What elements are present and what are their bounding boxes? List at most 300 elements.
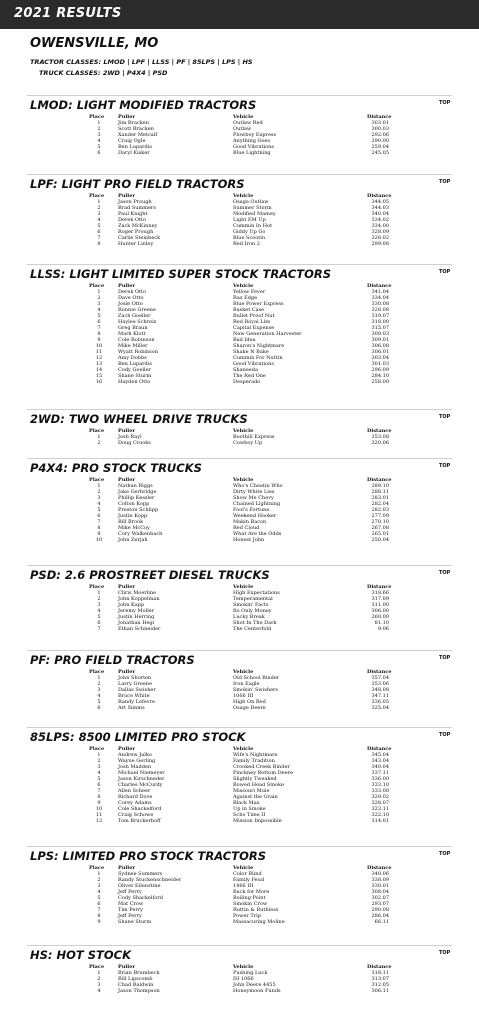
puller-cell: Mike McCoy xyxy=(118,525,150,531)
puller-cell: Oliver Eilenstine xyxy=(118,883,161,889)
vehicle-cell: Missouri Mule xyxy=(233,788,270,794)
place-cell: 10 xyxy=(95,343,103,349)
vehicle-cell: Shaneeda xyxy=(233,367,258,373)
distance-cell: 270.10 xyxy=(371,519,389,525)
column-header-vehicle: Vehicle xyxy=(233,669,254,675)
puller-cell: Josh Rayl xyxy=(118,434,142,440)
distance-cell: 292.06 xyxy=(371,132,389,138)
vehicle-cell: Shot In The Dark xyxy=(233,620,277,626)
place-cell: 1 xyxy=(97,120,101,126)
vehicle-cell: Color Blind xyxy=(233,871,262,877)
puller-cell: Brad Summers xyxy=(118,205,156,211)
place-cell: 6 xyxy=(97,229,101,235)
column-header-distance: Distance xyxy=(367,746,392,752)
place-cell: 4 xyxy=(97,608,101,614)
puller-cell: Ben Lupardis xyxy=(118,144,152,150)
puller-cell: Shane Sturm xyxy=(118,373,152,379)
distance-cell: 328.07 xyxy=(371,800,389,806)
vehicle-cell: Light EM Up xyxy=(233,217,266,223)
vehicle-cell: Anything Goes xyxy=(233,138,271,144)
puller-cell: Jeremy Moller xyxy=(118,608,155,614)
distance-cell: 344.05 xyxy=(371,199,389,205)
distance-cell: 340.06 xyxy=(371,871,389,877)
place-cell: 8 xyxy=(97,331,101,337)
back-to-top-link[interactable]: TOP xyxy=(439,851,451,857)
distance-cell: 341.04 xyxy=(371,289,389,295)
place-cell: 3 xyxy=(97,211,101,217)
puller-cell: Mark Klott xyxy=(118,331,146,337)
distance-cell: 283.01 xyxy=(371,495,389,501)
puller-cell: Jim Bracken xyxy=(118,120,149,126)
vehicle-cell: Its Only Money xyxy=(233,608,272,614)
distance-cell: 309.03 xyxy=(371,331,389,337)
vehicle-cell: Pushing Luck xyxy=(233,970,268,976)
puller-cell: Cole Robinson xyxy=(118,337,155,343)
section-divider xyxy=(27,565,452,566)
distance-cell: 258.00 xyxy=(371,379,389,385)
back-to-top-link[interactable]: TOP xyxy=(439,414,451,420)
vehicle-cell: Osage Outlaw xyxy=(233,199,269,205)
vehicle-cell: Summer Storm xyxy=(233,205,272,211)
vehicle-cell: 1066 III xyxy=(233,693,254,699)
vehicle-cell: IH 1066 xyxy=(233,976,254,982)
vehicle-cell: Chained Lightning xyxy=(233,501,281,507)
distance-cell: 353.08 xyxy=(371,434,389,440)
place-cell: 9 xyxy=(97,919,101,925)
distance-cell: 343.04 xyxy=(371,758,389,764)
place-cell: 6 xyxy=(97,150,101,156)
vehicle-cell: Bowed Head Smoke xyxy=(233,782,284,788)
place-cell: 11 xyxy=(95,349,103,355)
column-header-puller: Puller xyxy=(118,746,136,752)
truck-classes-list: 2WD | P4X4 | PSD xyxy=(102,69,168,77)
puller-cell: Scott Bracken xyxy=(118,126,154,132)
distance-cell: 318.11 xyxy=(371,970,389,976)
distance-cell: 306.00 xyxy=(371,608,389,614)
column-header-distance: Distance xyxy=(367,193,392,199)
vehicle-cell: Yellow Fever xyxy=(233,289,266,295)
distance-cell: 301.03 xyxy=(371,361,389,367)
distance-cell: 312.05 xyxy=(371,982,389,988)
puller-cell: Jason Kirschneder xyxy=(118,776,165,782)
vehicle-cell: Honeymoon Funds xyxy=(233,988,281,994)
puller-cell: Dave Otto xyxy=(118,295,144,301)
puller-cell: Josie Otto xyxy=(118,301,143,307)
column-header-vehicle: Vehicle xyxy=(233,584,254,590)
distance-cell: 318.66 xyxy=(371,590,389,596)
column-header-place: Place xyxy=(89,584,105,590)
place-cell: 15 xyxy=(95,373,103,379)
distance-cell: 259.04 xyxy=(371,144,389,150)
section-title: LLSS: LIGHT LIMITED SUPER STOCK TRACTORS xyxy=(30,267,331,281)
vehicle-cell: Red Iron 2 xyxy=(233,241,260,247)
vehicle-cell: Iron Eagle xyxy=(233,681,260,687)
column-header-puller: Puller xyxy=(118,865,136,871)
place-cell: 5 xyxy=(97,699,101,705)
column-header-distance: Distance xyxy=(367,584,392,590)
distance-cell: 315.07 xyxy=(371,325,389,331)
puller-cell: Charles McCurdy xyxy=(118,782,163,788)
vehicle-cell: Pinckney Bottom Deere xyxy=(233,770,293,776)
column-header-puller: Puller xyxy=(118,283,136,289)
puller-cell: Greg Braun xyxy=(118,325,148,331)
vehicle-cell: Boothill Express xyxy=(233,434,275,440)
place-cell: 8 xyxy=(97,794,101,800)
column-header-distance: Distance xyxy=(367,669,392,675)
vehicle-cell: Back for More xyxy=(233,889,270,895)
place-cell: 7 xyxy=(97,788,101,794)
place-cell: 13 xyxy=(95,361,103,367)
place-cell: 5 xyxy=(97,614,101,620)
distance-cell: 313.07 xyxy=(371,976,389,982)
puller-cell: Mike Miller xyxy=(118,343,148,349)
vehicle-cell: Lucky Break xyxy=(233,614,265,620)
column-header-vehicle: Vehicle xyxy=(233,865,254,871)
distance-cell: 325.04 xyxy=(371,705,389,711)
puller-cell: Randy Stuckenschneider xyxy=(118,877,182,883)
distance-cell: 328.09 xyxy=(371,229,389,235)
truck-classes-line xyxy=(30,69,167,77)
vehicle-cell: Cummin In Hot xyxy=(233,223,273,229)
puller-cell: Andrew Jalko xyxy=(118,752,152,758)
distance-cell: 330.01 xyxy=(371,883,389,889)
vehicle-cell: High On Red xyxy=(233,699,266,705)
results-table xyxy=(0,283,479,385)
vehicle-cell: Blue Scootin xyxy=(233,235,266,241)
vehicle-cell: Who's Cheatin Who xyxy=(233,483,283,489)
distance-cell: 340.04 xyxy=(371,211,389,217)
place-cell: 4 xyxy=(97,501,101,507)
puller-cell: Zach Goeller xyxy=(118,313,151,319)
vehicle-cell: Plowboy Express xyxy=(233,132,277,138)
vehicle-cell: John Deere 4455 xyxy=(233,982,276,988)
puller-cell: Wayne Gerling xyxy=(118,758,156,764)
place-cell: 6 xyxy=(97,901,101,907)
distance-cell: 288.11 xyxy=(371,489,389,495)
puller-cell: Craig Schowe xyxy=(118,812,154,818)
place-cell: 2 xyxy=(97,681,101,687)
place-cell: 3 xyxy=(97,301,101,307)
place-cell: 12 xyxy=(95,355,103,361)
table-row xyxy=(0,379,479,385)
puller-cell: Ronnie Greene xyxy=(118,307,156,313)
column-header-puller: Puller xyxy=(118,669,136,675)
banner-title: 2021 RESULTS xyxy=(14,6,122,21)
back-to-top-link[interactable]: TOP xyxy=(439,179,451,185)
puller-cell: Allen Scheer xyxy=(118,788,151,794)
distance-cell: 267.08 xyxy=(371,525,389,531)
distance-cell: 337.11 xyxy=(371,770,389,776)
vehicle-cell: Cummin For Nuttin xyxy=(233,355,283,361)
distance-cell: 314.01 xyxy=(371,818,389,824)
place-cell: 4 xyxy=(97,770,101,776)
puller-cell: Jason Thompson xyxy=(118,988,160,994)
vehicle-cell: Good Vibrations xyxy=(233,361,274,367)
vehicle-cell: Cowboy Up xyxy=(233,440,263,446)
results-table xyxy=(0,964,479,994)
place-cell: 4 xyxy=(97,988,101,994)
distance-cell: 338.09 xyxy=(371,877,389,883)
distance-cell: 320.06 xyxy=(371,440,389,446)
place-cell: 5 xyxy=(97,776,101,782)
puller-cell: John Zerjah xyxy=(118,537,148,543)
place-cell: 3 xyxy=(97,602,101,608)
puller-cell: Justin Kopp xyxy=(118,513,148,519)
distance-cell: 306.01 xyxy=(371,349,389,355)
column-header-vehicle: Vehicle xyxy=(233,193,254,199)
puller-cell: Dallas Swisher xyxy=(118,687,156,693)
place-cell: 2 xyxy=(97,489,101,495)
place-cell: 4 xyxy=(97,693,101,699)
table-row xyxy=(0,537,479,543)
distance-cell: 284.10 xyxy=(371,373,389,379)
back-to-top-link[interactable]: TOP xyxy=(439,463,451,469)
place-cell: 5 xyxy=(97,895,101,901)
vehicle-cell: Old School Binder xyxy=(233,675,280,681)
column-header-distance: Distance xyxy=(367,865,392,871)
distance-cell: 328.08 xyxy=(371,307,389,313)
distance-cell: 353.06 xyxy=(371,681,389,687)
distance-cell: 303.04 xyxy=(371,355,389,361)
vehicle-cell: Makin Bacon xyxy=(233,519,267,525)
puller-cell: Hunter Linley xyxy=(118,241,154,247)
vehicle-cell: Massacuring Moline xyxy=(233,919,285,925)
place-cell: 3 xyxy=(97,132,101,138)
puller-cell: Carlie Steinbeck xyxy=(118,235,161,241)
place-cell: 6 xyxy=(97,513,101,519)
puller-cell: Roger Prough xyxy=(118,229,154,235)
distance-cell: 296.09 xyxy=(371,367,389,373)
section-divider xyxy=(27,945,452,946)
vehicle-cell: Osage Deere xyxy=(233,705,266,711)
distance-cell: 286.04 xyxy=(371,913,389,919)
section-title: P4X4: PRO STOCK TRUCKS xyxy=(30,461,202,475)
place-cell: 1 xyxy=(97,199,101,205)
distance-cell: 330.08 xyxy=(371,301,389,307)
place-cell: 1 xyxy=(97,289,101,295)
back-to-top-link[interactable]: TOP xyxy=(439,100,451,106)
distance-cell: 293.07 xyxy=(371,901,389,907)
vehicle-cell: Bullet Proof Nut xyxy=(233,313,275,319)
distance-cell: 334.00 xyxy=(371,223,389,229)
vehicle-cell: Outlaw Red xyxy=(233,120,263,126)
vehicle-cell: Against the Grain xyxy=(233,794,278,800)
distance-cell: 357.04 xyxy=(371,675,389,681)
puller-cell: Ben Lupardis xyxy=(118,361,152,367)
section-divider xyxy=(27,95,452,96)
distance-cell: 290.08 xyxy=(371,907,389,913)
puller-cell: John Shorten xyxy=(118,675,152,681)
table-row xyxy=(0,241,479,247)
section-title: HS: HOT STOCK xyxy=(30,948,132,962)
vehicle-cell: Giddy Up Go xyxy=(233,229,266,235)
back-to-top-link[interactable]: TOP xyxy=(439,269,451,275)
column-header-distance: Distance xyxy=(367,283,392,289)
puller-cell: Nathan Riggs xyxy=(118,483,153,489)
puller-cell: Cole Shackelford xyxy=(118,806,162,812)
vehicle-cell: Show Me Chevy xyxy=(233,495,274,501)
vehicle-cell: Blue Lightning xyxy=(233,150,271,156)
distance-cell: 308.04 xyxy=(371,889,389,895)
results-table xyxy=(0,584,479,632)
table-row xyxy=(0,440,479,446)
distance-cell: 317.09 xyxy=(371,596,389,602)
place-cell: 1 xyxy=(97,675,101,681)
puller-cell: Ethan Schneider xyxy=(118,626,161,632)
vehicle-cell: Family Feud xyxy=(233,877,265,883)
location-title: OWENSVILLE, MO xyxy=(30,36,159,51)
place-cell: 9 xyxy=(97,800,101,806)
distance-cell: 9.06 xyxy=(377,626,389,632)
puller-cell: Brian Brumbeck xyxy=(118,970,160,976)
vehicle-cell: Shake N Bake xyxy=(233,349,269,355)
vehicle-cell: The Red One xyxy=(233,373,266,379)
vehicle-cell: Mission Impossible xyxy=(233,818,282,824)
table-row xyxy=(0,919,479,925)
distance-cell: 336.05 xyxy=(371,699,389,705)
puller-cell: Richard Dove xyxy=(118,794,153,800)
vehicle-cell: Family Tradition xyxy=(233,758,275,764)
place-cell: 4 xyxy=(97,307,101,313)
place-cell: 14 xyxy=(95,367,103,373)
column-header-place: Place xyxy=(89,746,105,752)
distance-cell: 290.00 xyxy=(371,138,389,144)
place-cell: 3 xyxy=(97,883,101,889)
place-cell: 4 xyxy=(97,138,101,144)
puller-cell: Sydnee Summers xyxy=(118,871,163,877)
table-row xyxy=(0,150,479,156)
column-header-puller: Puller xyxy=(118,428,136,434)
place-cell: 8 xyxy=(97,913,101,919)
place-cell: 2 xyxy=(97,205,101,211)
place-cell: 10 xyxy=(95,806,103,812)
place-cell: 2 xyxy=(97,596,101,602)
vehicle-cell: Modified Mamey xyxy=(233,211,276,217)
puller-cell: Cory Walkenbach xyxy=(118,531,163,537)
column-header-place: Place xyxy=(89,193,105,199)
back-to-top-link[interactable]: TOP xyxy=(439,732,451,738)
distance-cell: 81.10 xyxy=(374,620,389,626)
place-cell: 1 xyxy=(97,970,101,976)
distance-cell: 250.04 xyxy=(371,537,389,543)
place-cell: 2 xyxy=(97,295,101,301)
column-header-puller: Puller xyxy=(118,964,136,970)
vehicle-cell: Boiling Point xyxy=(233,895,266,901)
vehicle-cell: Temperamental xyxy=(233,596,273,602)
column-header-vehicle: Vehicle xyxy=(233,428,254,434)
results-table xyxy=(0,865,479,925)
table-row xyxy=(0,626,479,632)
place-cell: 6 xyxy=(97,319,101,325)
section-title: 85LPS: 8500 LIMITED PRO STOCK xyxy=(30,730,246,744)
puller-cell: Phillip Kessler xyxy=(118,495,155,501)
distance-cell: 333.08 xyxy=(371,788,389,794)
section-title: 2WD: TWO WHEEL DRIVE TRUCKS xyxy=(30,412,248,426)
place-cell: 3 xyxy=(97,495,101,501)
section-divider xyxy=(27,264,452,265)
puller-cell: Preston Schlipp xyxy=(118,507,159,513)
distance-cell: 328.02 xyxy=(371,235,389,241)
place-cell: 5 xyxy=(97,144,101,150)
results-banner xyxy=(0,0,479,29)
puller-cell: Amy Dobbs xyxy=(118,355,147,361)
vehicle-cell: Smokin' Facts xyxy=(233,602,269,608)
section-divider xyxy=(27,846,452,847)
column-header-place: Place xyxy=(89,669,105,675)
vehicle-cell: Red Royal Lite xyxy=(233,319,271,325)
section-divider xyxy=(27,727,452,728)
puller-cell: Daryl Kisker xyxy=(118,150,150,156)
distance-cell: 334.04 xyxy=(371,295,389,301)
distance-cell: 260.00 xyxy=(371,614,389,620)
vehicle-cell: Desperado xyxy=(233,379,261,385)
puller-cell: Cody Shackelford xyxy=(118,895,163,901)
tractor-classes-label: TRACTOR CLASSES: xyxy=(30,58,102,66)
place-cell: 5 xyxy=(97,223,101,229)
back-to-top-link[interactable]: TOP xyxy=(439,950,451,956)
puller-cell: Jake Gerbridge xyxy=(118,489,157,495)
place-cell: 9 xyxy=(97,531,101,537)
tractor-classes-line xyxy=(30,58,253,66)
vehicle-cell: Crooked Creek Binder xyxy=(233,764,290,770)
tractor-classes-list: LMOD | LPF | LLSS | PF | 85LPS | LPS | HS xyxy=(103,58,253,66)
distance-cell: 282.03 xyxy=(371,507,389,513)
puller-cell: Hayden Otto xyxy=(118,379,151,385)
place-cell: 2 xyxy=(97,440,101,446)
place-cell: 8 xyxy=(97,525,101,531)
place-cell: 1 xyxy=(97,752,101,758)
column-header-place: Place xyxy=(89,865,105,871)
section-divider xyxy=(27,174,452,175)
results-table xyxy=(0,669,479,711)
column-header-place: Place xyxy=(89,428,105,434)
place-cell: 16 xyxy=(95,379,103,385)
vehicle-cell: Red Cloud xyxy=(233,525,260,531)
place-cell: 2 xyxy=(97,126,101,132)
vehicle-cell: Black Max xyxy=(233,800,260,806)
place-cell: 9 xyxy=(97,337,101,343)
puller-cell: Corey Adams xyxy=(118,800,152,806)
distance-cell: 322.10 xyxy=(371,812,389,818)
place-cell: 7 xyxy=(97,519,101,525)
vehicle-cell: The Centerfold xyxy=(233,626,272,632)
place-cell: 2 xyxy=(97,976,101,982)
distance-cell: 245.05 xyxy=(371,150,389,156)
vehicle-cell: Dirty White Lies xyxy=(233,489,275,495)
column-header-place: Place xyxy=(89,283,105,289)
back-to-top-link[interactable]: TOP xyxy=(439,570,451,576)
section-title: LPF: LIGHT PRO FIELD TRACTORS xyxy=(30,177,245,191)
column-header-distance: Distance xyxy=(367,114,392,120)
place-cell: 8 xyxy=(97,241,101,247)
vehicle-cell: 1466 III xyxy=(233,883,254,889)
place-cell: 7 xyxy=(97,235,101,241)
back-to-top-link[interactable]: TOP xyxy=(439,655,451,661)
vehicle-cell: Wife's Nightmare xyxy=(233,752,278,758)
puller-cell: Paul Knight xyxy=(118,211,148,217)
puller-cell: Derek Otto xyxy=(118,289,147,295)
vehicle-cell: Good Vibrations xyxy=(233,144,274,150)
table-row xyxy=(0,988,479,994)
column-header-puller: Puller xyxy=(118,477,136,483)
puller-cell: Jeff Perry xyxy=(118,889,142,895)
column-header-puller: Puller xyxy=(118,193,136,199)
place-cell: 12 xyxy=(95,818,103,824)
distance-cell: 306.08 xyxy=(371,343,389,349)
column-header-distance: Distance xyxy=(367,477,392,483)
place-cell: 10 xyxy=(95,537,103,543)
column-header-puller: Puller xyxy=(118,584,136,590)
